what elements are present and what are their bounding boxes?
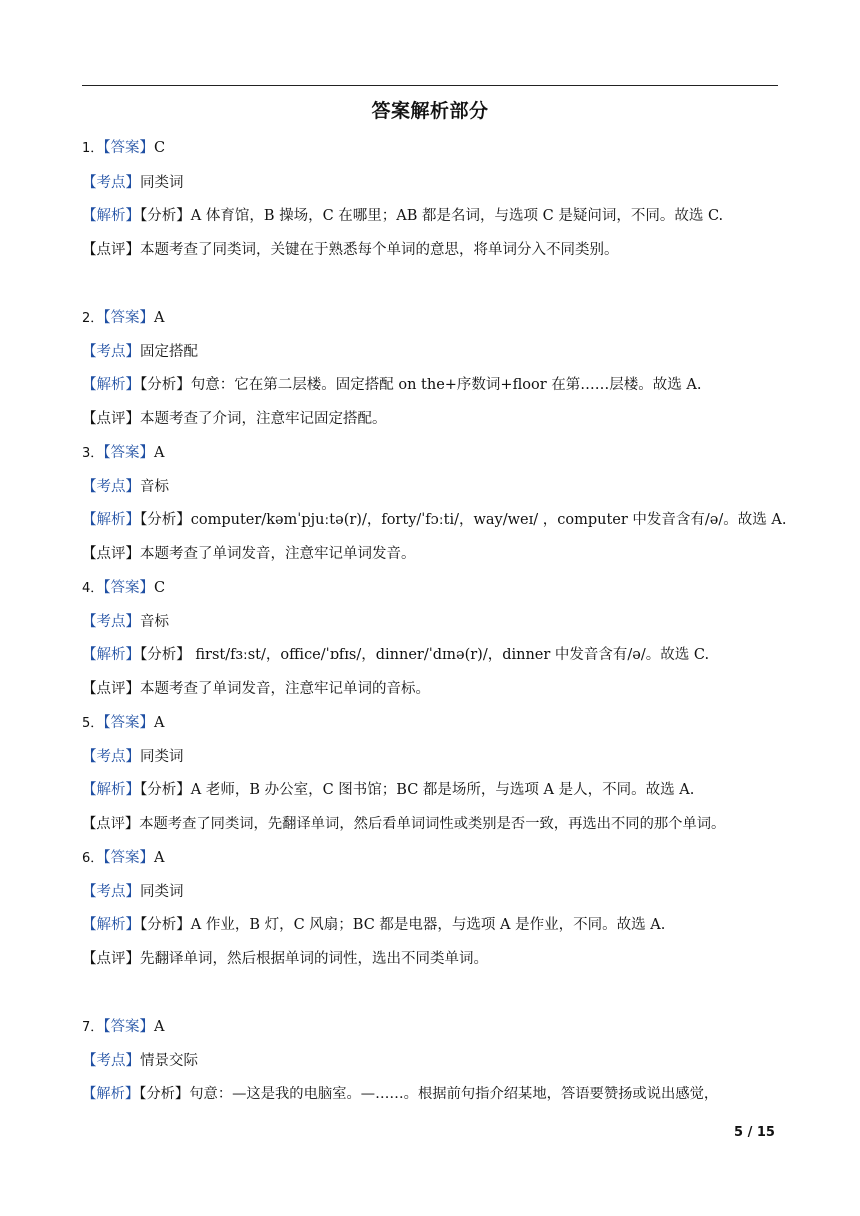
point-tag: 【考点】 xyxy=(82,884,140,900)
analysis-line xyxy=(82,511,786,529)
analysis-text: 【分析】computer/kəmˈpjuːtə(r)/，forty/ˈfɔːti/，way/weɪ/ ，computer 中发音含有/ə/。故选 A. xyxy=(140,512,787,528)
analysis-line xyxy=(82,376,701,394)
answer-value: C xyxy=(154,580,166,596)
analysis-tag: 【解析】 xyxy=(82,377,140,393)
point-line xyxy=(82,343,198,361)
analysis-tag: 【解析】 xyxy=(82,917,140,933)
answer-value: C xyxy=(154,140,166,156)
comment-tag: 【点评】 xyxy=(82,951,140,967)
comment-line xyxy=(82,680,430,698)
analysis-text: 【分析】句意：—这是我的电脑室。—……。根据前句指介绍某地，答语要赞扬或说出感觉， xyxy=(139,1086,719,1102)
comment-text: 先翻译单词，然后根据单词的词性，选出不同类单词。 xyxy=(140,951,488,967)
answer-line xyxy=(82,714,165,733)
comment-text: 本题考查了单词发音，注意牢记单词发音。 xyxy=(140,546,416,562)
answer-tag: 【答案】 xyxy=(103,850,155,866)
item-number: 5． xyxy=(82,716,104,731)
point-value: 音标 xyxy=(140,479,169,495)
analysis-tag: 【解析】 xyxy=(82,208,140,224)
item-number: 4． xyxy=(82,581,104,596)
point-line xyxy=(82,883,184,901)
analysis-tag: 【解析】 xyxy=(82,647,140,663)
answer-value: A xyxy=(154,445,165,461)
answer-value: A xyxy=(154,1019,165,1035)
answer-line xyxy=(82,139,165,158)
analysis-line xyxy=(82,916,665,934)
comment-text: 本题考查了单词发音，注意牢记单词的音标。 xyxy=(140,681,430,697)
analysis-text: 【分析】A 老师，B 办公室，C 图书馆；BC 都是场所，与选项 A 是人，不同。故选 A. xyxy=(140,782,695,798)
item-number: 7． xyxy=(82,1020,104,1035)
point-tag: 【考点】 xyxy=(82,1053,140,1069)
answer-tag: 【答案】 xyxy=(103,715,155,731)
analysis-text: 【分析】 first/fɜːst/，office/ˈɒfɪs/，dinner/ˈdɪnə(r)/，dinner 中发音含有/ə/。故选 C. xyxy=(140,647,710,663)
answer-value: A xyxy=(154,310,165,326)
analysis-text: 【分析】句意：它在第二层楼。固定搭配 on the+序数词+floor 在第……层楼。故选 A. xyxy=(140,377,702,393)
comment-line xyxy=(82,545,416,563)
comment-line xyxy=(82,815,725,833)
comment-tag: 【点评】 xyxy=(82,681,140,697)
comment-text: 本题考查了同类词，先翻译单词，然后看单词词性或类别是否一致，再选出不同的那个单词。 xyxy=(139,816,726,832)
point-value: 固定搭配 xyxy=(140,344,198,360)
analysis-line xyxy=(82,781,694,799)
answer-tag: 【答案】 xyxy=(103,580,155,596)
analysis-line xyxy=(82,1085,718,1103)
comment-tag: 【点评】 xyxy=(82,411,140,427)
point-value: 同类词 xyxy=(140,749,184,765)
point-line xyxy=(82,748,184,766)
analysis-text: 【分析】A 作业，B 灯，C 风扇；BC 都是电器，与选项 A 是作业，不同。故选 A. xyxy=(140,917,666,933)
point-tag: 【考点】 xyxy=(82,344,140,360)
answer-tag: 【答案】 xyxy=(103,1019,155,1035)
comment-line xyxy=(82,241,619,259)
answer-value: A xyxy=(154,715,165,731)
page-title: 答案解析部分 xyxy=(371,100,489,122)
analysis-line xyxy=(82,207,723,225)
point-line xyxy=(82,1052,198,1070)
point-value: 同类词 xyxy=(140,175,184,191)
point-value: 同类词 xyxy=(140,884,184,900)
item-number: 2． xyxy=(82,311,104,326)
answer-line xyxy=(82,1018,165,1037)
point-tag: 【考点】 xyxy=(82,749,140,765)
answer-tag: 【答案】 xyxy=(103,140,155,156)
comment-tag: 【点评】 xyxy=(82,546,140,562)
comment-text: 本题考查了同类词，关键在于熟悉每个单词的意思，将单词分入不同类别。 xyxy=(140,242,619,258)
point-value: 音标 xyxy=(140,614,169,630)
item-number: 3． xyxy=(82,446,104,461)
answer-line xyxy=(82,849,165,868)
answer-value: A xyxy=(154,850,165,866)
point-tag: 【考点】 xyxy=(82,479,140,495)
point-tag: 【考点】 xyxy=(82,175,140,191)
answer-line xyxy=(82,444,165,463)
point-line xyxy=(82,613,169,631)
point-line xyxy=(82,174,184,192)
point-tag: 【考点】 xyxy=(82,614,140,630)
answer-tag: 【答案】 xyxy=(103,445,155,461)
point-value: 情景交际 xyxy=(140,1053,198,1069)
comment-text: 本题考查了介词，注意牢记固定搭配。 xyxy=(140,411,387,427)
analysis-line xyxy=(82,646,709,664)
item-number: 6． xyxy=(82,851,104,866)
answer-line xyxy=(82,309,165,328)
answer-line xyxy=(82,579,165,598)
answer-tag: 【答案】 xyxy=(103,310,155,326)
analysis-tag: 【解析】 xyxy=(82,1086,140,1102)
analysis-text: 【分析】A 体育馆，B 操场，C 在哪里；AB 都是名词，与选项 C 是疑问词，不同。故选 C. xyxy=(140,208,724,224)
comment-line xyxy=(82,410,387,428)
analysis-tag: 【解析】 xyxy=(82,782,140,798)
comment-tag: 【点评】 xyxy=(82,816,140,832)
top-divider xyxy=(82,85,778,86)
analysis-tag: 【解析】 xyxy=(82,512,140,528)
page-number: 5 / 15 xyxy=(734,1125,775,1140)
comment-tag: 【点评】 xyxy=(82,242,140,258)
comment-line xyxy=(82,950,488,968)
point-line xyxy=(82,478,169,496)
item-number: 1． xyxy=(82,141,104,156)
